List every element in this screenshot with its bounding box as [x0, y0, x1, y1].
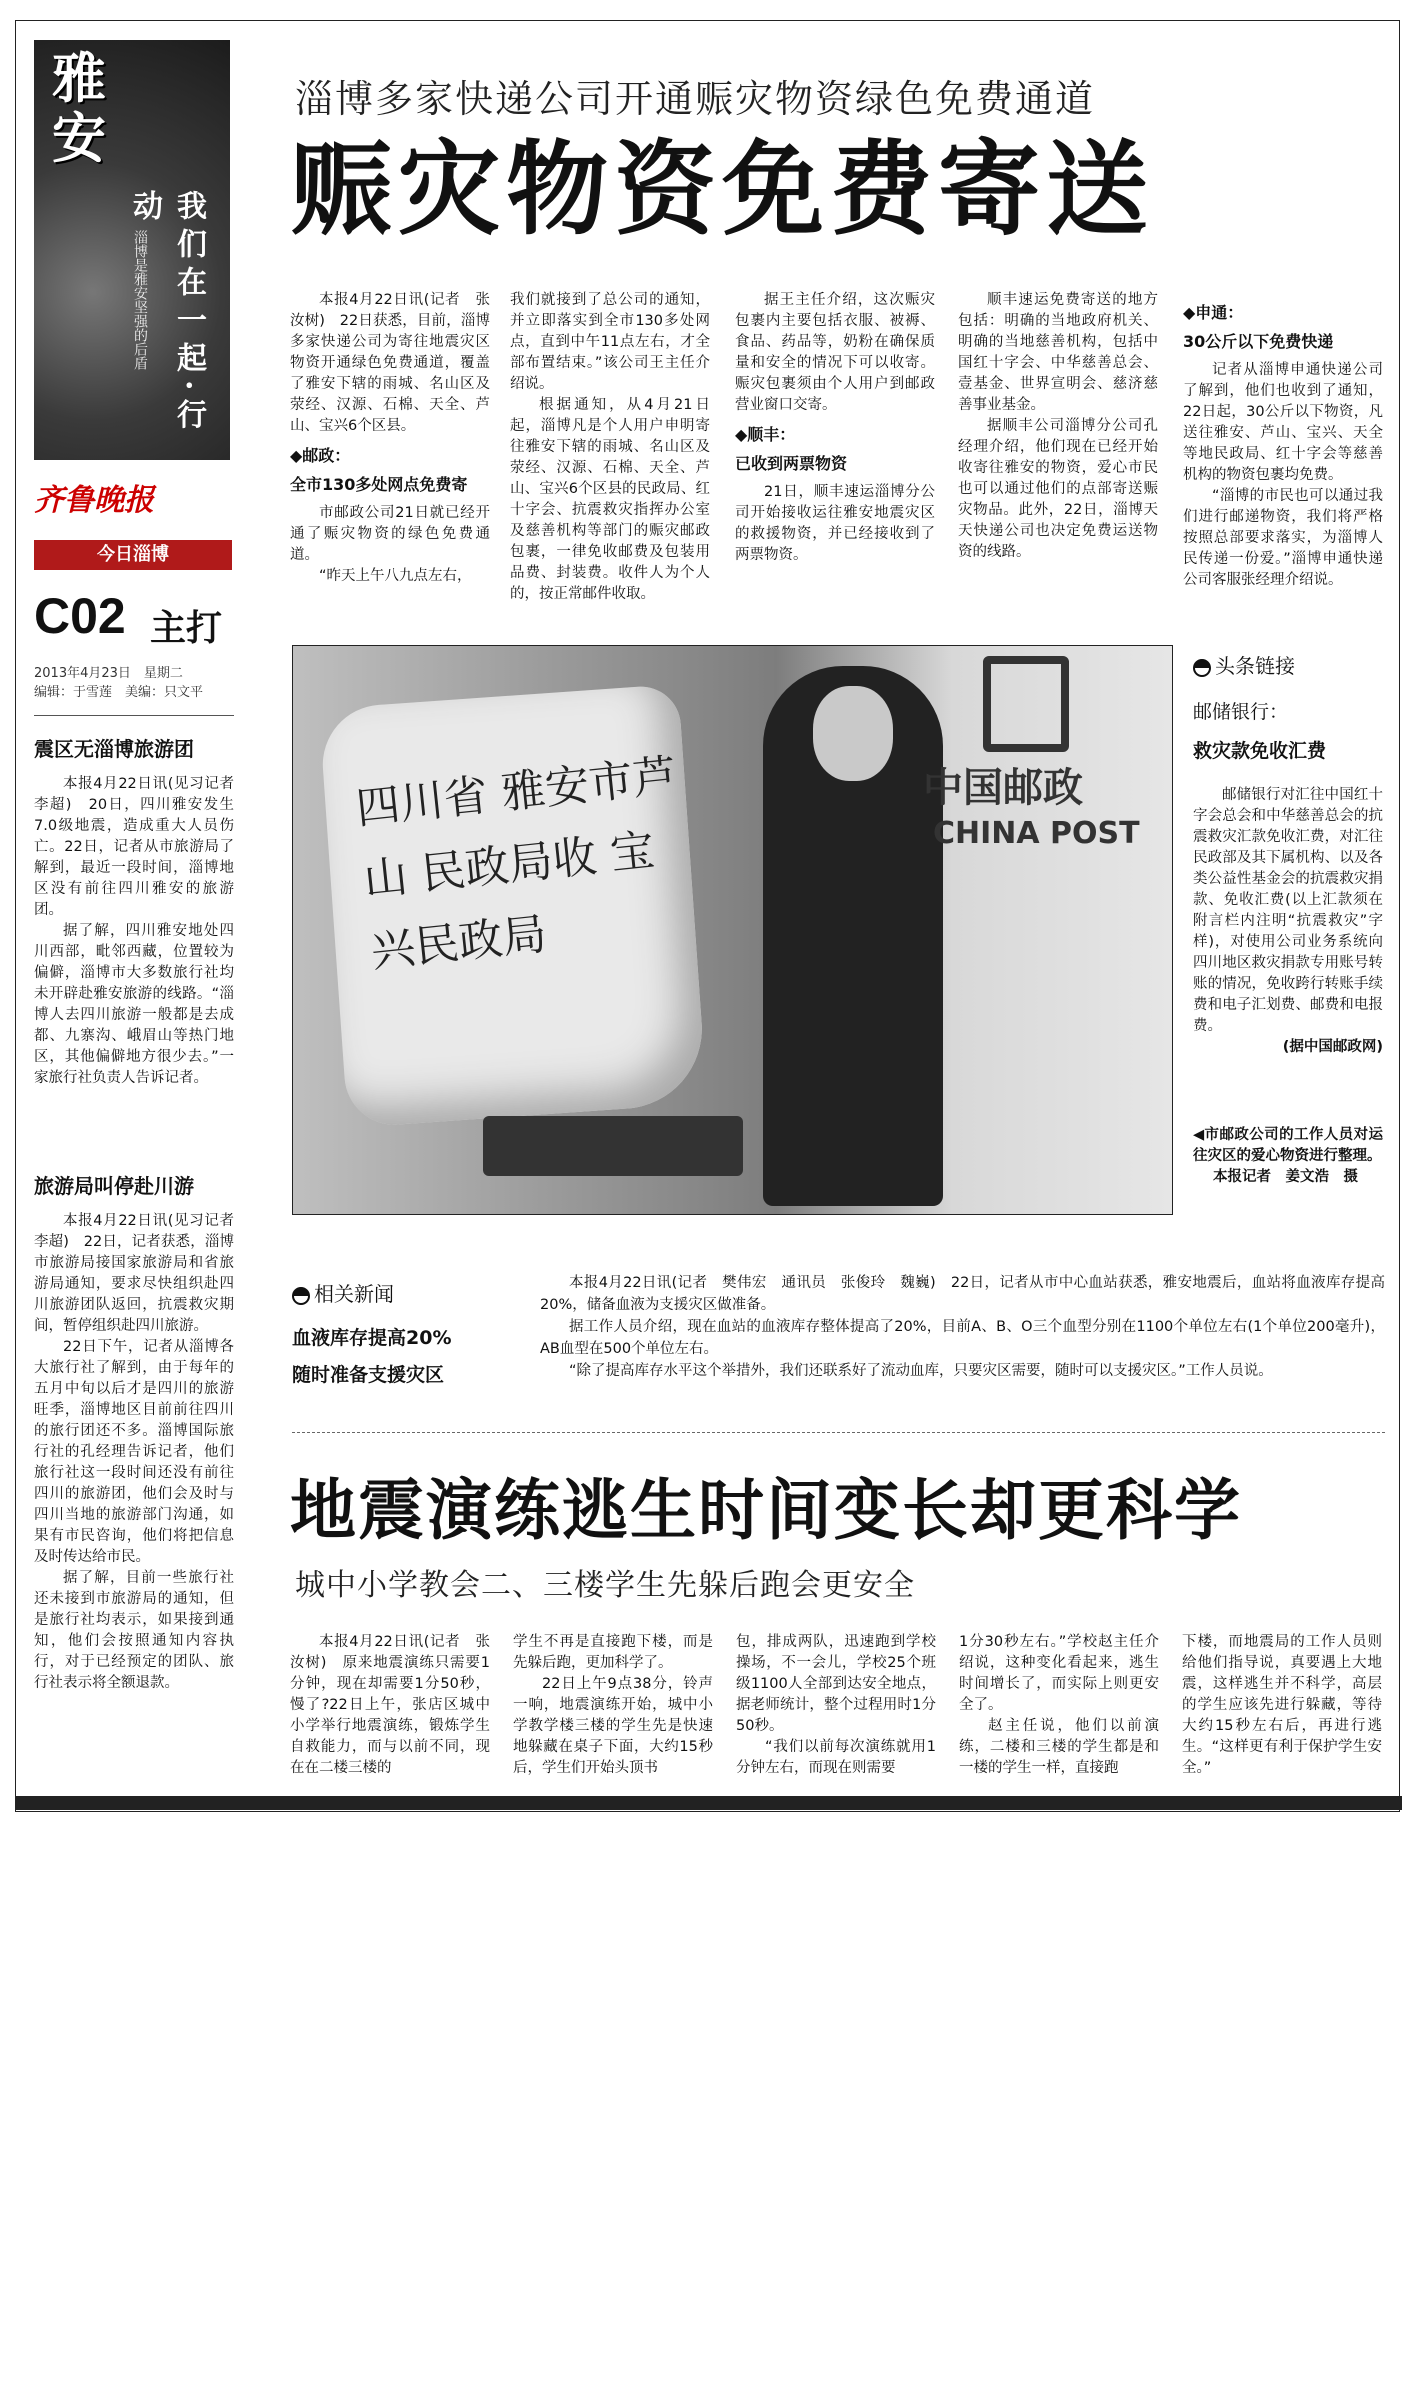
subhead-sf: 已收到两票物资 — [735, 454, 848, 473]
left-article-1-body: 本报4月22日讯(见习记者 李超) 20日，四川雅安发生7.0级地震，造成重大人员伤亡。22日，记者从市旅游局了解到，最近一段时间，淄博地区没有前往四川雅安的旅游团。 据了解，四川雅安地处四川西部，毗邻西藏，位置较为偏僻，淄博市大多数旅行社均未开辟赴雅安旅游的线路。“淄博人去四川旅游一般都是去成都、九寨沟、峨眉山等热门地区，其他偏僻地方很少去。”一家旅行社负责人告诉记者。 — [34, 776, 249, 1086]
issue-date: 2013年4月23日 星期二 — [34, 666, 183, 681]
related-head-1: 血液库存提高20% — [292, 1327, 452, 1349]
editors-line: 编辑：于雪莲 美编：只文平 — [34, 685, 204, 700]
cover-title: 雅 安 — [52, 46, 106, 170]
sidebar-label: 头条链接 — [1193, 650, 1383, 679]
story1-col1: 本报4月22日讯(记者 张汝树) 22日获悉，目前，淄博多家快递公司为寄往地震灾区物资开通绿色免费通道，覆盖了雅安下辖的雨城、名山区及荥经、汉源、石棉、天全、芦山、宝兴6个区县。 ◆邮政： 全市130多处网点免费寄 市邮政公司21日就已经开通了赈灾物资的绿色免费通道。 “昨天上午八九点左右， — [290, 292, 490, 584]
section-divider — [292, 1432, 1385, 1433]
parcel-label: 四川省 雅安市芦山 民政局收 宝兴民政局 — [353, 750, 680, 978]
cover-slogan: 我们在一起·行动 — [127, 190, 206, 437]
staff-face — [813, 686, 893, 781]
story1-col2: 我们就接到了总公司的通知，并立即落实到全市130多处网点，直到中午11点左右，才全部布置结束。”该公司王主任介绍说。 根据通知，从4月21日起，淄博凡是个人用户申明寄往雅安下辖的雨城、名山区及荥经、汉源、石棉、天全、芦山、宝兴6个区县的民政局、红十字会、抗震救灾指挥办公室及慈善机构等部门的赈灾邮政包裹，一律免收邮费及包装用品费、封装费。收件人为个人的，按正常邮件收取。 — [510, 292, 710, 602]
cover-subslogan: 淄博是雅安坚强的后盾 — [132, 230, 148, 370]
related-body: 本报4月22日讯(记者 樊伟宏 通讯员 张俊玲 魏巍) 22日，记者从市中心血站获悉，雅安地震后，血站将血液库存提高20%，储备血液为支援灾区做准备。 据工作人员介绍，现在血站的血液库存整体提高了20%，目前A、B、O三个血型分别在1100个单位左右(1个单位200毫升)，AB血型在500个单位左右。 “除了提高库存水平这个举措外，我们还联系好了流动血库，只要灾区需要，随时可以支援灾区。”工作人员说。 — [540, 1275, 1385, 1379]
related-head-2: 随时准备支援灾区 — [292, 1364, 445, 1386]
page-number: C02 — [34, 588, 126, 644]
left-article-1 — [34, 725, 249, 1089]
story2-headline: 地震演练逃生时间变长却更科学 — [290, 1471, 1242, 1549]
photo-caption: ◀市邮政公司的工作人员对运往灾区的爱心物资进行整理。 本报记者 姜文浩 摄 — [1193, 1125, 1383, 1188]
newspaper-logo: 齐鲁晚报 — [34, 483, 154, 518]
sidebar-body: 邮储银行对汇往中国红十字会总会和中华慈善总会的抗震救灾汇款免收汇费，对汇往民政部及其下属机构、以及各类公益性基金会的抗震救灾捐款、免收汇费(以上汇款须在附言栏内注明“抗震救灾”字样)，对使用公司业务系统向四川地区救灾捐款专用账号转账的情况，免收跨行转账手续费和电子汇划费、邮费和电报费。 (据中国邮政网) — [1193, 785, 1383, 1058]
sidebar-title-2: 救灾款免收汇费 — [1193, 740, 1327, 762]
section-circle-icon — [292, 1287, 310, 1305]
page-bottom-bar — [15, 1796, 1402, 1810]
post-sign: 中国邮政 — [923, 764, 1083, 811]
story1-headline: 赈灾物资免费寄送 — [290, 130, 1154, 250]
section-bar: 今日淄博 — [34, 540, 232, 570]
story1-col3: 据王主任介绍，这次赈灾包裹内主要包括衣服、被褥、食品、药品等，奶粉在确保质量和安全的情况下可以收寄。赈灾包裹须由个人用户到邮政营业窗口交寄。 ◆顺丰： 已收到两票物资 21日，顺丰速运淄博分公司开始接收运往雅安地震灾区的救援物资，并已经接收到了两票物资。 — [735, 292, 935, 563]
left-article-1-title: 震区无淄博旅游团 — [34, 737, 194, 761]
story2-col1: 本报4月22日讯(记者 张汝树) 原来地震演练只需要1分钟，现在却需要1分50秒，慢了?22日上午，张店区城中小学举行地震演练，锻炼学生自救能力，而与以前不同，现在在二楼三楼的 — [290, 1634, 490, 1776]
news-photo — [292, 645, 1173, 1215]
bullet-sf: ◆顺丰： — [735, 425, 796, 444]
story2-col4: 1分30秒左右。”学校赵主任介绍说，这种变化看起来，逃生时间增长了，而实际上则更安全了。 赵主任说，他们以前演练，二楼和三楼的学生都是和一楼的学生一样，直接跑 — [959, 1634, 1159, 1776]
sidebar-source: (据中国邮政网) — [1282, 1039, 1383, 1055]
subhead-sto: 30公斤以下免费快递 — [1183, 332, 1334, 351]
page-name: 主打 — [150, 608, 223, 649]
related-label: 相关新闻 — [314, 1282, 394, 1306]
story1-col5: ◆申通： 30公斤以下免费快递 记者从淄博申通快递公司了解到，他们也收到了通知，22日起，30公斤以下物资，凡送往雅安、芦山、宝兴、天全等地民政局、红十字会等慈善机构的物资包裹均免费。 “淄博的市民也可以通过我们进行邮递物资，我们将严格按照总部要求落实，为淄博人民传递一份爱。”淄博申通快递公司客服张经理介绍说。 — [1183, 303, 1383, 588]
related-news — [292, 1278, 492, 1387]
dateline — [34, 664, 234, 702]
cover-image — [34, 40, 230, 460]
story2-col3: 包，排成两队，迅速跑到学校操场，不一会儿，学校25个班级1100人全部到达安全地点，据老师统计，整个过程用时1分50秒。 “我们以前每次演练就用1分钟左右，而现在则需要 — [736, 1634, 936, 1776]
story1-col4: 顺丰速运免费寄送的地方包括：明确的当地政府机关、明确的当地慈善机构，包括中国红十字会、中华慈善总会、壹基金、世界宣明会、慈济慈善事业基金。 据顺丰公司淄博分公司孔经理介绍，他们现在已经开始收寄往雅安的物资，爱心市民也可以通过他们的点部寄送赈灾物品。此外，22日，淄博天天快递公司也决定免费运送物资的线路。 — [958, 292, 1158, 560]
story1-kicker: 淄博多家快递公司开通赈灾物资绿色免费通道 — [295, 77, 1096, 121]
sidebar-title-1: 邮储银行： — [1193, 701, 1289, 723]
left-article-2-body: 本报4月22日讯(见习记者 李超) 22日，记者获悉，淄博市旅游局接国家旅游局和省旅游局通知，要求尽快组织赴四川旅游团队返回，抗震救灾期间，暂停组织赴四川旅游。 22日下午，记者从淄博各大旅行社了解到，由于每年的五月中旬以后才是四川的旅游旺季，淄博地区目前前往四川的旅行团还不多。淄博国际旅行社的孔经理告诉记者，他们旅行社这一段时间还没有前往四川的旅游团，他们会及时与四川当地的旅游部门沟通，如果有市民咨询，他们将把信息及时传达给市民。 据了解，目前一些旅行社还未接到市旅游局的通知，但是旅行社均表示，如果接到通知，他们会按照通知内容执行，对于已经预定的团队、旅行社表示将全额退款。 — [34, 1213, 249, 1691]
left-article-2 — [34, 1160, 249, 1694]
bullet-sto: ◆申通： — [1183, 303, 1244, 322]
sidebar — [1193, 650, 1383, 1058]
post-sign-en: CHINA POST — [933, 816, 1140, 851]
divider — [34, 715, 234, 716]
section-circle-icon — [1193, 659, 1211, 677]
story2-col5: 下楼，而地震局的工作人员则给他们指导说，真要遇上大地震，这样逃生并不科学，高层的学生应该先进行躲藏，等待大约15秒左右后，再进行逃生。“这样更有利于保护学生安全。” — [1182, 1634, 1382, 1776]
story2-col2: 学生不再是直接跑下楼，而是先躲后跑，更加科学了。 22日上午9点38分，铃声一响，地震演练开始，城中小学教学楼三楼的学生先是快速地躲藏在桌子下面，大约15秒后，学生们开始头顶书 — [513, 1634, 713, 1776]
photo-credit: 本报记者 姜文浩 摄 — [1213, 1169, 1358, 1185]
post-emblem-icon — [983, 656, 1069, 752]
story2-kicker: 城中小学教会二、三楼学生先躲后跑会更安全 — [295, 1568, 915, 1603]
left-article-2-title: 旅游局叫停赴川游 — [34, 1174, 194, 1198]
subhead-post: 全市130多处网点免费寄 — [290, 475, 468, 494]
bullet-post: ◆邮政： — [290, 446, 351, 465]
scale-device — [483, 1116, 743, 1176]
